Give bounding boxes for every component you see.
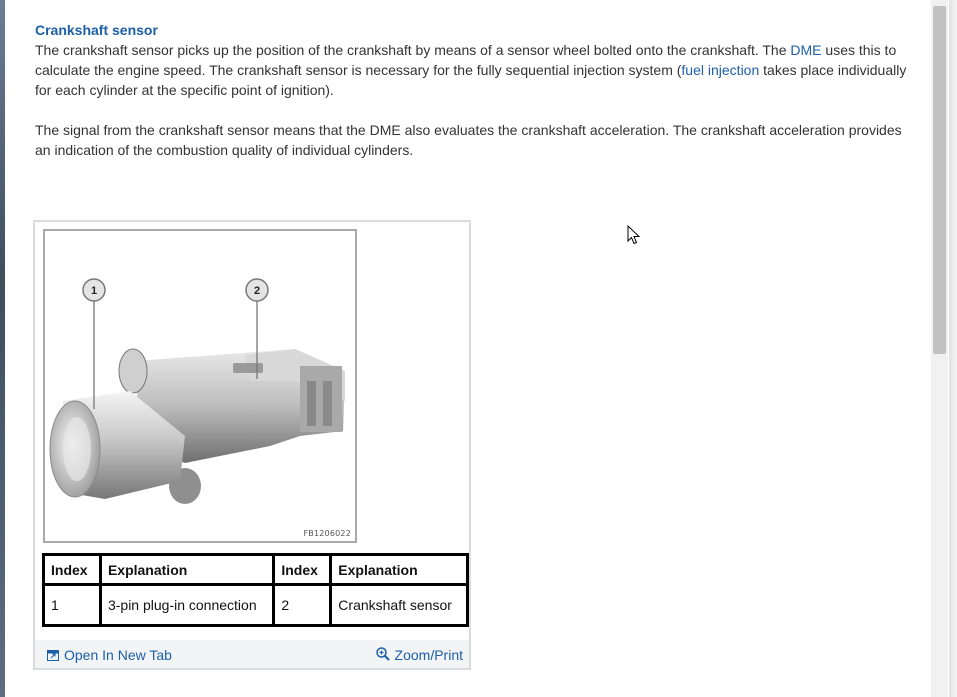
table-header-row — [44, 555, 468, 585]
crankshaft-sensor-drawing — [45, 231, 355, 541]
open-in-new-tab-label: Open In New Tab — [64, 647, 172, 663]
paragraph-2: The signal from the crankshaft sensor means that the DME also evaluates the crankshaft acceleration. The crankshaft acceleration provides an indication of the combustion quality of individual cylinders. — [35, 122, 902, 158]
cell-explanation-1: 3-pin plug-in connection — [100, 585, 273, 626]
dme-link[interactable]: DME — [790, 42, 822, 58]
mouse-cursor-icon — [627, 225, 641, 250]
article — [35, 20, 920, 160]
sensor-illustration[interactable] — [43, 229, 357, 543]
paragraph-1-text-b: uses this to calculate the engine speed. The crankshaft sensor is necessary for the fully sequential injection system ( — [35, 42, 897, 78]
image-code: FB1206022 — [303, 529, 351, 538]
zoom-print-label: Zoom/Print — [394, 647, 463, 663]
header-explanation-1: Explanation — [100, 555, 273, 585]
table-row — [44, 585, 468, 626]
legend-table — [42, 553, 469, 627]
open-in-new-tab-icon — [47, 648, 59, 664]
article-title: Crankshaft sensor — [35, 22, 158, 38]
cell-index-2: 2 — [274, 585, 331, 626]
zoom-in-icon — [376, 647, 390, 664]
scrollbar-thumb[interactable] — [933, 6, 946, 354]
open-in-new-tab-link[interactable] — [47, 647, 172, 664]
paragraph-1-text-a: The crankshaft sensor picks up the position of the crankshaft by means of a sensor wheel bolted onto the crankshaft. The — [35, 42, 791, 58]
cell-index-1: 1 — [44, 585, 101, 626]
header-index-1: Index — [44, 555, 101, 585]
window-left-edge — [0, 0, 5, 697]
paragraph-1-text-c: takes place individually for each cylinder at the specific point of ignition). — [35, 62, 907, 98]
zoom-print-link[interactable] — [376, 647, 463, 664]
figure-panel — [33, 220, 471, 670]
cell-explanation-2: Crankshaft sensor — [331, 585, 468, 626]
paragraph-1 — [35, 40, 920, 100]
figure-footer — [35, 640, 469, 668]
window-right-edge — [949, 0, 957, 697]
header-index-2: Index — [274, 555, 331, 585]
header-explanation-2: Explanation — [331, 555, 468, 585]
fuel-injection-link[interactable]: fuel injection — [681, 62, 760, 78]
callout-1-label: 1 — [90, 285, 98, 297]
callout-2-label: 2 — [253, 285, 261, 297]
